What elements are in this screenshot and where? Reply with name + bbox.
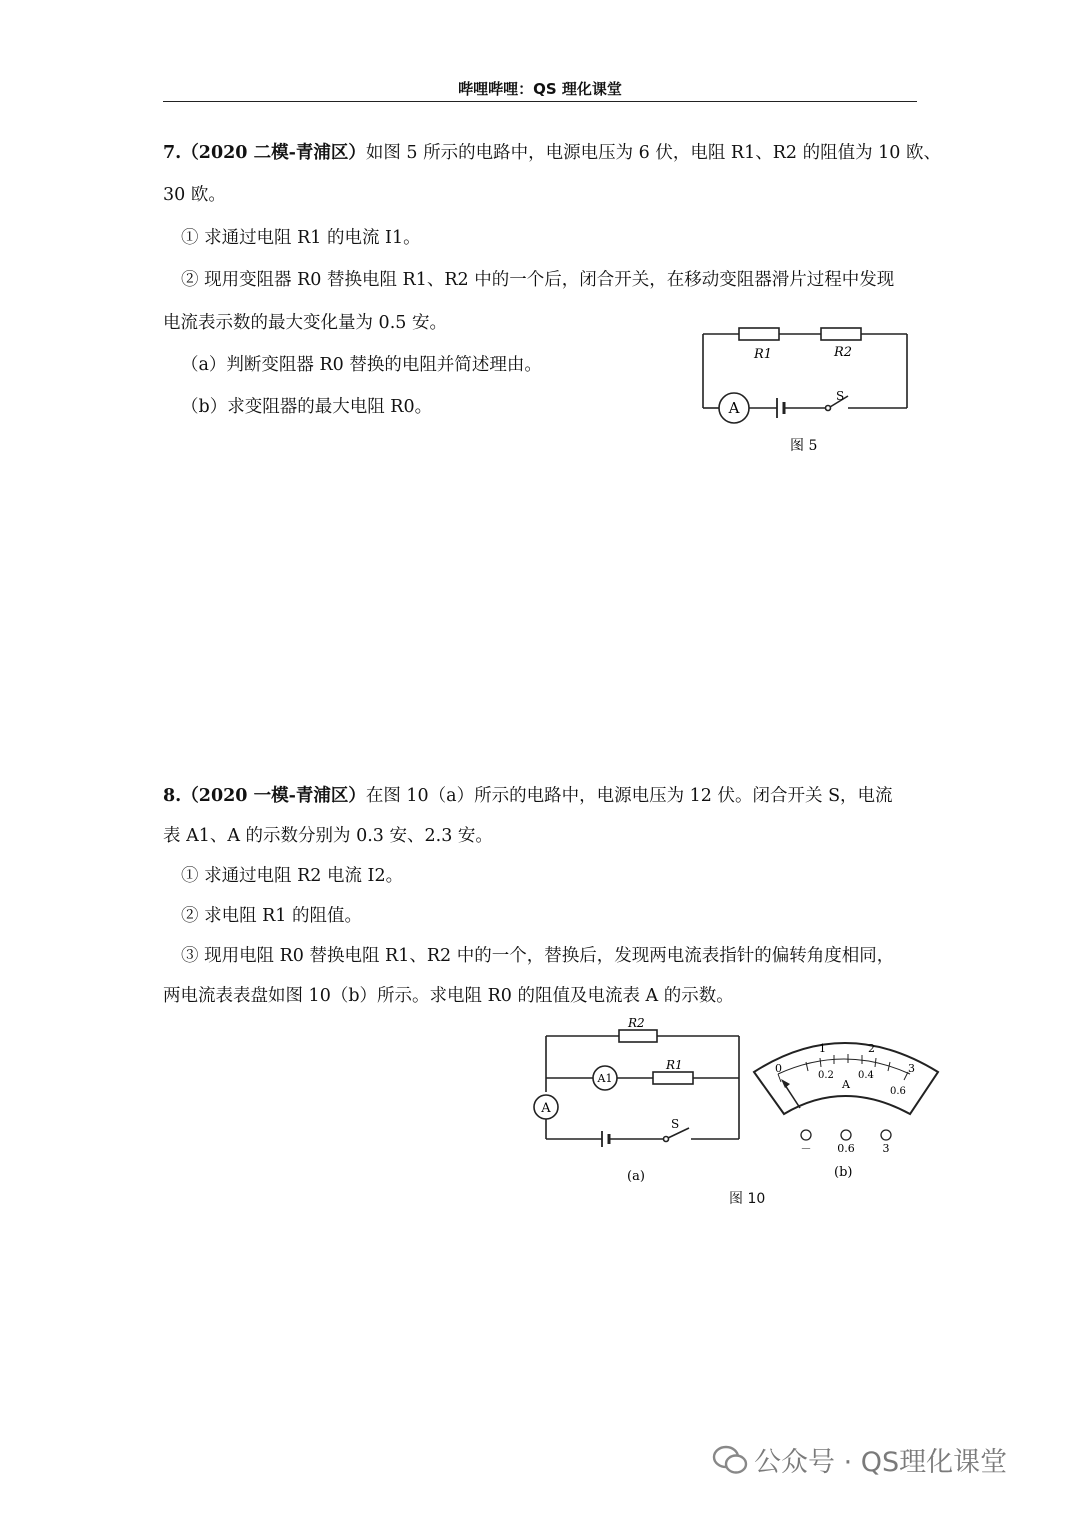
q8-line1 [163, 784, 893, 808]
q7-stem: 如图 5 所示的电路中，电源电压为 6 伏，电阻 R1、R2 的阻值为 10 欧、 [365, 143, 942, 163]
fig10-r2-label: R2 [628, 1016, 645, 1030]
fig10-r1-label: R1 [666, 1058, 683, 1072]
fig5-switch-label: S [836, 389, 845, 403]
q7-line1 [163, 141, 941, 165]
meter-top-tick-0: 0 [775, 1062, 782, 1075]
q8-stem: 在图 10（a）所示的电路中，电源电压为 12 伏。闭合开关 S，电流 [365, 786, 893, 806]
fig10-label-a: (a) [627, 1169, 645, 1184]
q8-part3a: ③ 现用电阻 R0 替换电阻 R1、R2 中的一个，替换后，发现两电流表指针的偏转角度相同， [181, 946, 895, 966]
q7-part-a: （a）判断变阻器 R0 替换的电阻并简述理由。 [181, 355, 542, 375]
meter-bottom-tick-0-4: 0.4 [858, 1070, 874, 1081]
meter-top-tick-3: 3 [908, 1062, 915, 1075]
fig10-switch-label: S [671, 1117, 680, 1131]
watermark-text: 公众号 · QS理化课堂 [754, 1447, 1008, 1478]
q8-number: 8. [163, 786, 182, 806]
fig5-ammeter-label: A [728, 399, 740, 417]
q7-part1: ① 求通过电阻 R1 的电流 I1。 [181, 228, 421, 248]
fig10-label-b: (b) [834, 1165, 853, 1180]
q8-part1: ① 求通过电阻 R2 电流 I2。 [181, 866, 404, 886]
watermark [712, 1440, 1007, 1479]
meter-terminal-0-6: 0.6 [837, 1142, 855, 1155]
fig5-r2-label: R2 [834, 345, 853, 360]
q7-part2b: 电流表示数的最大变化量为 0.5 安。 [163, 313, 447, 333]
q8-tag: （2020 一模-青浦区） [181, 786, 366, 806]
fig5-caption: 图 5 [790, 438, 818, 454]
figure-10a-circuit [525, 1012, 750, 1187]
q7-part-b: （b）求变阻器的最大电阻 R0。 [181, 397, 433, 417]
fig10-a-label: A [541, 1101, 551, 1116]
meter-top-tick-2: 2 [868, 1042, 875, 1055]
q7-number: 7. [163, 143, 182, 163]
q8-part3b: 两电流表表盘如图 10（b）所示。求电阻 R0 的阻值及电流表 A 的示数。 [163, 986, 734, 1006]
meter-terminal-3: 3 [882, 1142, 890, 1155]
meter-bottom-tick-0-2: 0.2 [818, 1070, 834, 1081]
fig5-r1-label: R1 [754, 347, 773, 362]
meter-terminal-negative: － [800, 1142, 812, 1155]
figure-5-circuit [690, 320, 920, 460]
header-divider [163, 101, 917, 102]
fig10-a1-label: A1 [597, 1072, 613, 1085]
q8-line2: 表 A1、A 的示数分别为 0.3 安、2.3 安。 [163, 826, 493, 846]
figure-10b-ammeter-dial [748, 1018, 948, 1186]
q7-part2a: ② 现用变阻器 R0 替换电阻 R1、R2 中的一个后，闭合开关，在移动变阻器滑片过程中发现 [181, 270, 895, 290]
q7-tag: （2020 二模-青浦区） [181, 143, 366, 163]
q7-line2: 30 欧。 [163, 185, 226, 205]
meter-top-tick-1: 1 [819, 1042, 826, 1055]
page-header: 哔哩哔哩：QS 理化课堂 [458, 80, 622, 98]
fig10-caption: 图 10 [729, 1191, 766, 1207]
q8-part2: ② 求电阻 R1 的阻值。 [181, 906, 362, 926]
meter-bottom-tick-0-6: 0.6 [890, 1086, 906, 1097]
wechat-icon [712, 1445, 748, 1475]
meter-unit-label: A [842, 1078, 850, 1091]
